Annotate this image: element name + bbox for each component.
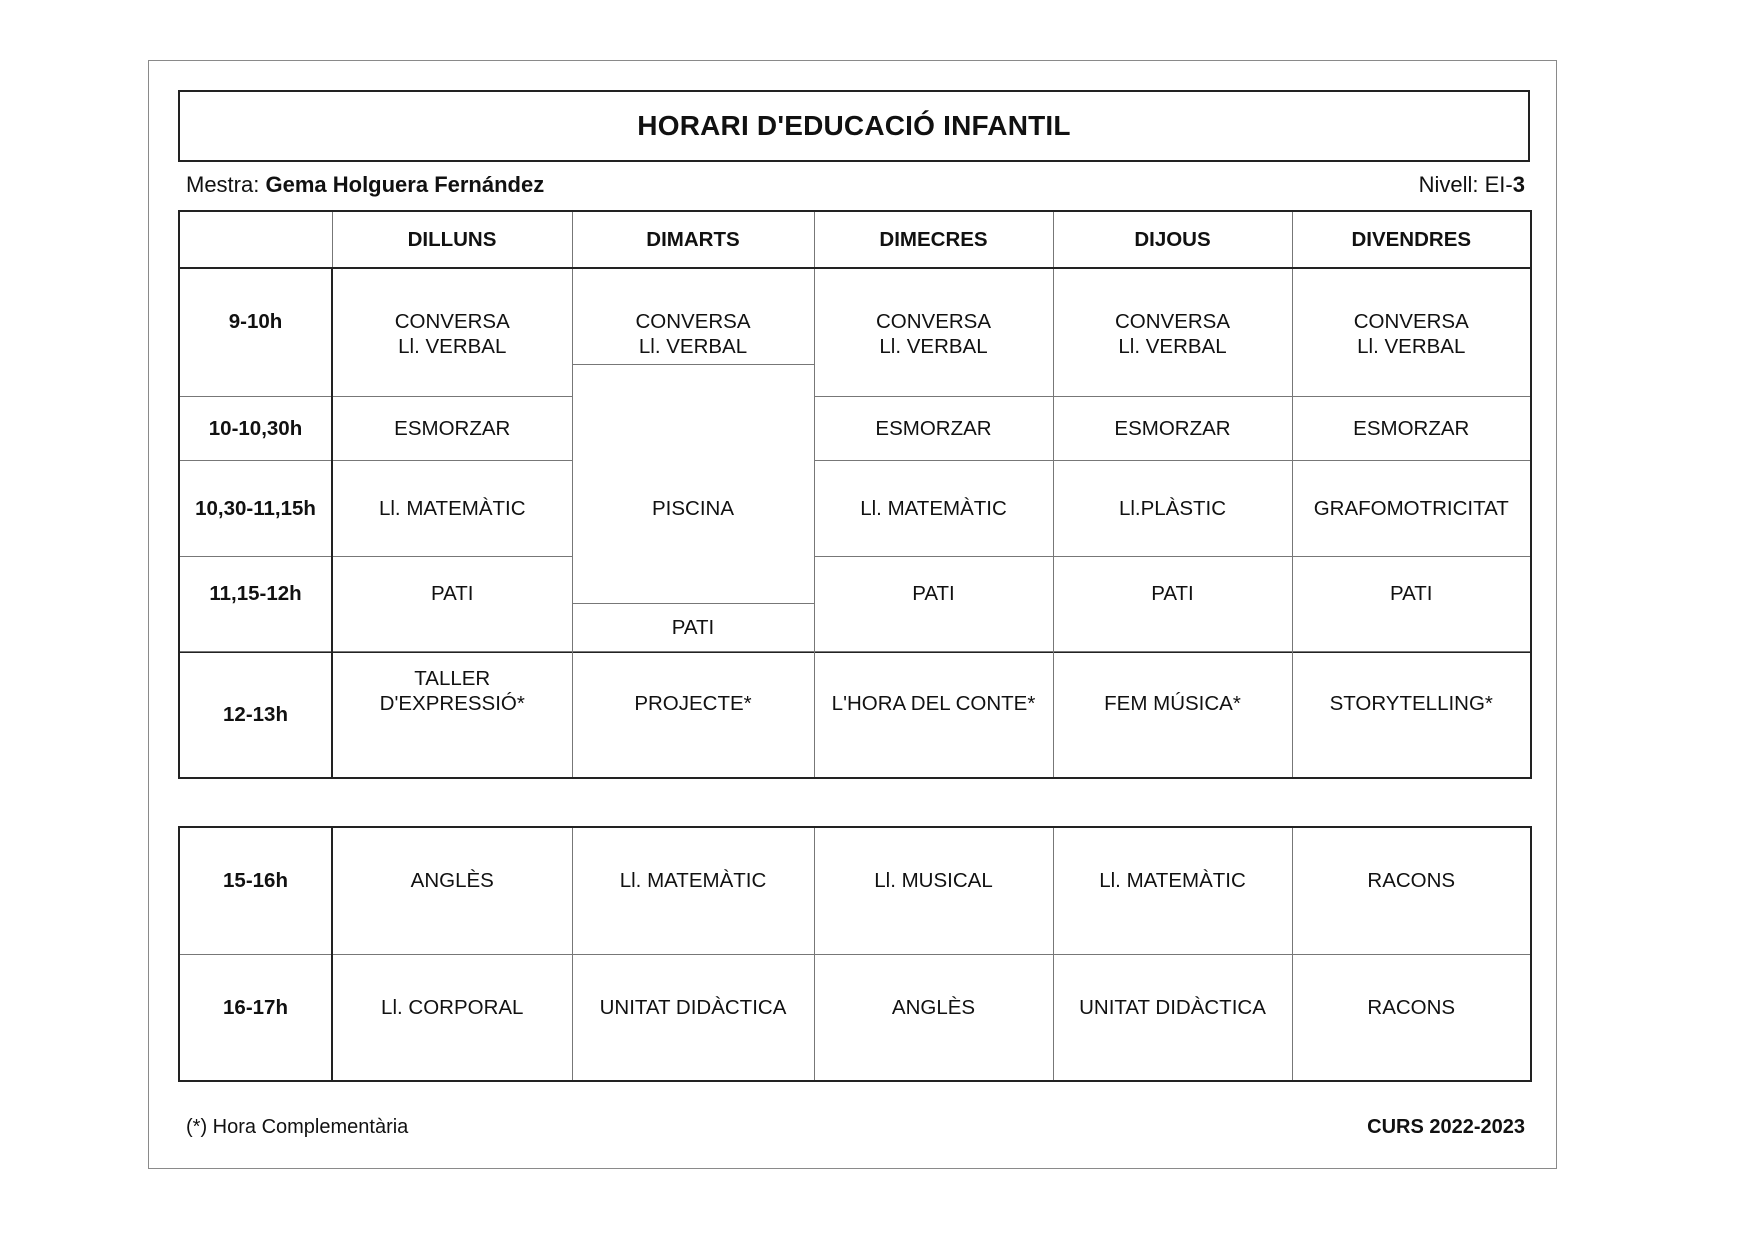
schedule-cell: GRAFOMOTRICITAT xyxy=(1292,460,1531,556)
schedule-cell-continued xyxy=(1053,604,1292,652)
cell-line: CONVERSA xyxy=(875,310,992,333)
time-cell: 15-16h xyxy=(179,827,332,954)
schedule-cell: Ll. MATEMÀTIC xyxy=(332,460,572,556)
level-value: 3 xyxy=(1512,172,1525,197)
morning-table-bottom xyxy=(178,603,1532,779)
schedule-cell: PATI xyxy=(1292,556,1531,652)
schedule-cell: PATI xyxy=(332,556,572,652)
schedule-cell-piscina: PISCINA xyxy=(572,364,814,652)
time-cell: 11,15-12h xyxy=(179,556,332,652)
cell-line: CONVERSA xyxy=(1114,310,1231,333)
schedule-cell xyxy=(332,652,572,778)
afternoon-table xyxy=(178,826,1532,1082)
cell-line: Ll. VERBAL xyxy=(1118,335,1227,358)
time-cell: 9-10h xyxy=(179,268,332,396)
schedule-cell: RACONS xyxy=(1292,827,1531,954)
schedule-cell xyxy=(1292,268,1531,396)
table-row xyxy=(179,604,1531,652)
time-cell-continued xyxy=(179,604,332,652)
cell-line: Ll. VERBAL xyxy=(879,335,988,358)
page-title: HORARI D'EDUCACIÓ INFANTIL xyxy=(637,110,1071,141)
cell-line: TALLER xyxy=(414,667,491,690)
cell-line: Ll. VERBAL xyxy=(1357,335,1466,358)
table-row xyxy=(179,556,1531,604)
schedule-cell: UNITAT DIDÀCTICA xyxy=(572,954,814,1081)
footer-note: (*) Hora Complementària xyxy=(186,1116,409,1138)
table-row xyxy=(179,460,1531,556)
schedule-cell-continued xyxy=(332,604,572,652)
schedule-cell-continued xyxy=(814,604,1053,652)
day-header: DIJOUS xyxy=(1053,211,1292,268)
time-cell: 10,30-11,15h xyxy=(179,460,332,556)
cell-line: Ll. VERBAL xyxy=(398,335,507,358)
schedule-cell: PATI xyxy=(1053,556,1292,652)
schedule-cell-continued xyxy=(1292,604,1531,652)
schedule-cell: PATI xyxy=(814,556,1053,652)
schedule-cell xyxy=(1053,268,1292,396)
teacher-label: Mestra: xyxy=(186,172,260,197)
schedule-cell: L'HORA DEL CONTE* xyxy=(814,652,1053,778)
course-label: CURS 2022-2023 xyxy=(1367,1116,1525,1138)
level-line xyxy=(1419,172,1525,198)
day-header: DIMECRES xyxy=(814,211,1053,268)
schedule-cell: PATI xyxy=(572,604,814,652)
header-corner xyxy=(179,211,332,268)
day-header: DILLUNS xyxy=(332,211,572,268)
schedule-cell: Ll. CORPORAL xyxy=(332,954,572,1081)
teacher-name: Gema Holguera Fernández xyxy=(265,172,545,197)
schedule-cell xyxy=(572,268,814,364)
schedule-cell: Ll. MUSICAL xyxy=(814,827,1053,954)
schedule-cell: ESMORZAR xyxy=(1053,396,1292,460)
time-cell: 10-10,30h xyxy=(179,396,332,460)
schedule-cell: Ll. MATEMÀTIC xyxy=(572,827,814,954)
schedule-cell: Ll. MATEMÀTIC xyxy=(1053,827,1292,954)
cell-line: CONVERSA xyxy=(635,310,751,333)
day-header: DIMARTS xyxy=(572,211,814,268)
schedule-cell: PROJECTE* xyxy=(572,652,814,778)
table-row xyxy=(179,827,1531,954)
table-row xyxy=(179,652,1531,778)
schedule-cell: FEM MÚSICA* xyxy=(1053,652,1292,778)
time-cell: 12-13h xyxy=(179,652,332,778)
table-row xyxy=(179,396,1531,460)
cell-line: CONVERSA xyxy=(394,310,510,333)
table-header-row xyxy=(179,211,1531,268)
schedule-cell xyxy=(332,268,572,396)
schedule-cell: Ll.PLÀSTIC xyxy=(1053,460,1292,556)
schedule-cell: Ll. MATEMÀTIC xyxy=(814,460,1053,556)
cell-line: D'EXPRESSIÓ* xyxy=(379,692,525,715)
schedule-cell: ANGLÈS xyxy=(814,954,1053,1081)
morning-table xyxy=(178,210,1532,653)
cell-line: CONVERSA xyxy=(1353,310,1469,333)
schedule-cell: RACONS xyxy=(1292,954,1531,1081)
teacher-line xyxy=(186,172,544,198)
time-cell: 16-17h xyxy=(179,954,332,1081)
title-box xyxy=(178,90,1530,162)
day-header: DIVENDRES xyxy=(1292,211,1531,268)
schedule-cell: UNITAT DIDÀCTICA xyxy=(1053,954,1292,1081)
table-row xyxy=(179,268,1531,364)
cell-line: Ll. VERBAL xyxy=(638,335,748,358)
schedule-cell: ESMORZAR xyxy=(814,396,1053,460)
table-row xyxy=(179,954,1531,1081)
schedule-cell: STORYTELLING* xyxy=(1292,652,1531,778)
schedule-cell: ANGLÈS xyxy=(332,827,572,954)
schedule-cell: ESMORZAR xyxy=(1292,396,1531,460)
schedule-cell: ESMORZAR xyxy=(332,396,572,460)
level-label: Nivell: EI- xyxy=(1418,172,1513,197)
schedule-cell xyxy=(814,268,1053,396)
